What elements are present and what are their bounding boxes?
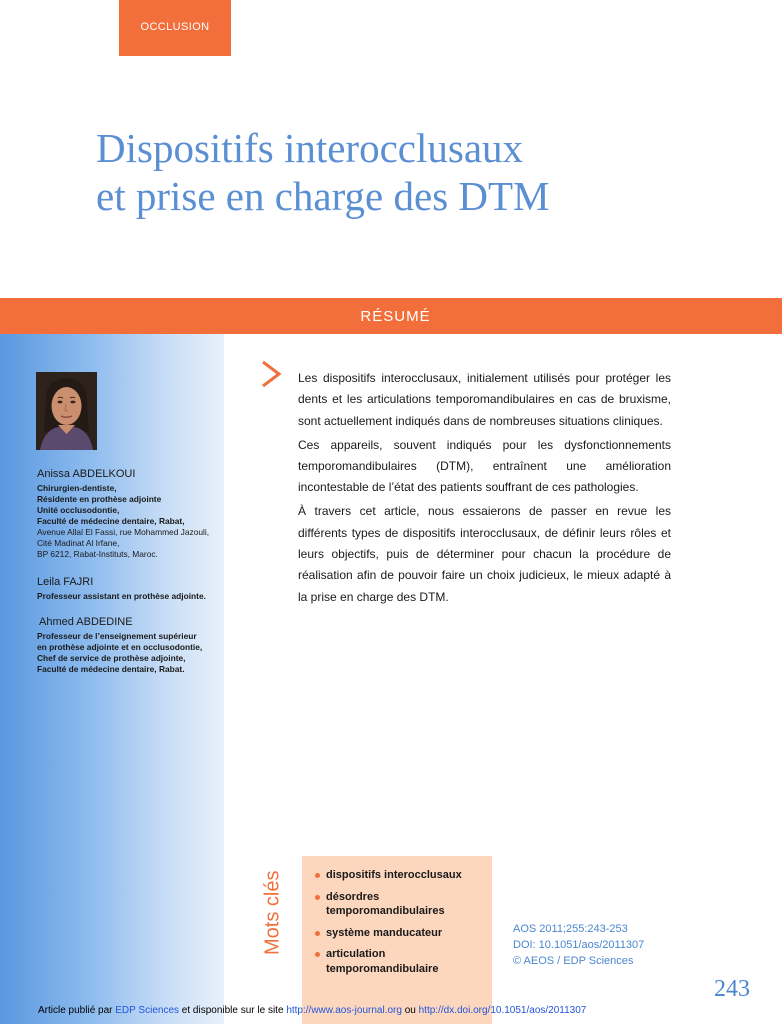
author-name: Ahmed ABDEDINE bbox=[39, 616, 133, 628]
author-affiliation: Professeur assistant en prothèse adjointe. bbox=[37, 591, 206, 601]
author-portrait-image bbox=[36, 372, 97, 450]
author-affiliation: Professeur de l’enseignement supérieur bbox=[37, 631, 197, 641]
footer-prefix: Article publié par bbox=[38, 1005, 113, 1016]
keyword-item: désordres temporomandibulaires bbox=[315, 890, 490, 919]
page-number: 243 bbox=[714, 976, 750, 1002]
author-affiliation: Chef de service de prothèse adjointe, bbox=[37, 653, 186, 663]
author-address: BP 6212, Rabat-Instituts, Maroc. bbox=[37, 549, 158, 559]
author-affiliation: Faculté de médecine dentaire, Rabat, bbox=[37, 516, 185, 526]
doi-link[interactable]: http://dx.doi.org/10.1051/aos/2011307 bbox=[418, 1005, 587, 1016]
author-affiliation: Faculté de médecine dentaire, Rabat. bbox=[37, 664, 185, 674]
footer-or: ou bbox=[404, 1005, 416, 1016]
section-tab bbox=[119, 0, 231, 56]
abstract-paragraph: Ces appareils, souvent indiqués pour les dysfonctionnements temporomandibulaires (DTM), entraînent une amélioration incontestable de l’état des patients souffrant de ces pathologies. bbox=[298, 437, 671, 495]
author-photo bbox=[36, 372, 97, 450]
author-sidebar bbox=[0, 334, 224, 1024]
resume-label: RÉSUMÉ bbox=[360, 307, 431, 325]
author-1 bbox=[37, 468, 217, 560]
footer bbox=[38, 1005, 758, 1016]
author-affiliation: en prothèse adjointe et en occlusodontie, bbox=[37, 642, 203, 652]
author-address: Avenue Allal El Fassi, rue Mohammed Jazouli, bbox=[37, 527, 210, 537]
chevron-right-icon bbox=[260, 360, 282, 388]
journal-site-link[interactable]: http://www.aos-journal.org bbox=[286, 1005, 402, 1016]
author-affiliation: Unité occlusodontie, bbox=[37, 505, 120, 515]
author-3 bbox=[39, 616, 219, 675]
title-line-1: Dispositifs interocclusaux bbox=[96, 125, 524, 171]
author-name: Anissa ABDELKOUI bbox=[37, 468, 136, 480]
author-address: Cité Madinat Al Irfane, bbox=[37, 538, 120, 548]
citation-copyright: © AEOS / EDP Sciences bbox=[513, 955, 634, 967]
footer-middle: et disponible sur le site bbox=[181, 1005, 284, 1016]
keyword-item: dispositifs interocclusaux bbox=[315, 868, 490, 883]
author-name: Leila FAJRI bbox=[37, 576, 94, 588]
citation-block bbox=[513, 921, 713, 969]
section-label: OCCLUSION bbox=[140, 21, 210, 33]
abstract-paragraph: Les dispositifs interocclusaux, initialement utilisés pour protéger les dents et les articulations temporomandibulaires en cas de bruxisme, sont actuellement indiqués dans de nombreuses situations cliniques. bbox=[298, 371, 671, 428]
keywords-label: Mots clés bbox=[261, 870, 284, 955]
article-title bbox=[96, 124, 736, 220]
author-affiliation: Résidente en prothèse adjointe bbox=[37, 494, 162, 504]
keyword-item: système manducateur bbox=[315, 926, 490, 941]
author-affiliation: Chirurgien-dentiste, bbox=[37, 483, 117, 493]
author-2 bbox=[37, 576, 217, 602]
citation-doi: DOI: 10.1051/aos/2011307 bbox=[513, 939, 645, 951]
abstract-paragraph: À travers cet article, nous essaierons de passer en revue les différents types de dispositifs interocclusaux, de définir leurs rôles et leurs objectifs, puis de déterminer pour chacun la procédure de réalisation afin de pouvoir faire un choix judicieux, le mieux adapté à la prise en charge des DTM. bbox=[298, 504, 671, 604]
title-line-2: et prise en charge des DTM bbox=[96, 173, 550, 219]
resume-bar bbox=[0, 298, 782, 334]
abstract-text bbox=[298, 368, 671, 611]
publisher-link[interactable]: EDP Sciences bbox=[115, 1005, 180, 1016]
keyword-item: articulation temporomandibulaire bbox=[315, 947, 490, 976]
citation-reference: AOS 2011;255:243-253 bbox=[513, 923, 628, 935]
keywords-list bbox=[315, 868, 490, 983]
